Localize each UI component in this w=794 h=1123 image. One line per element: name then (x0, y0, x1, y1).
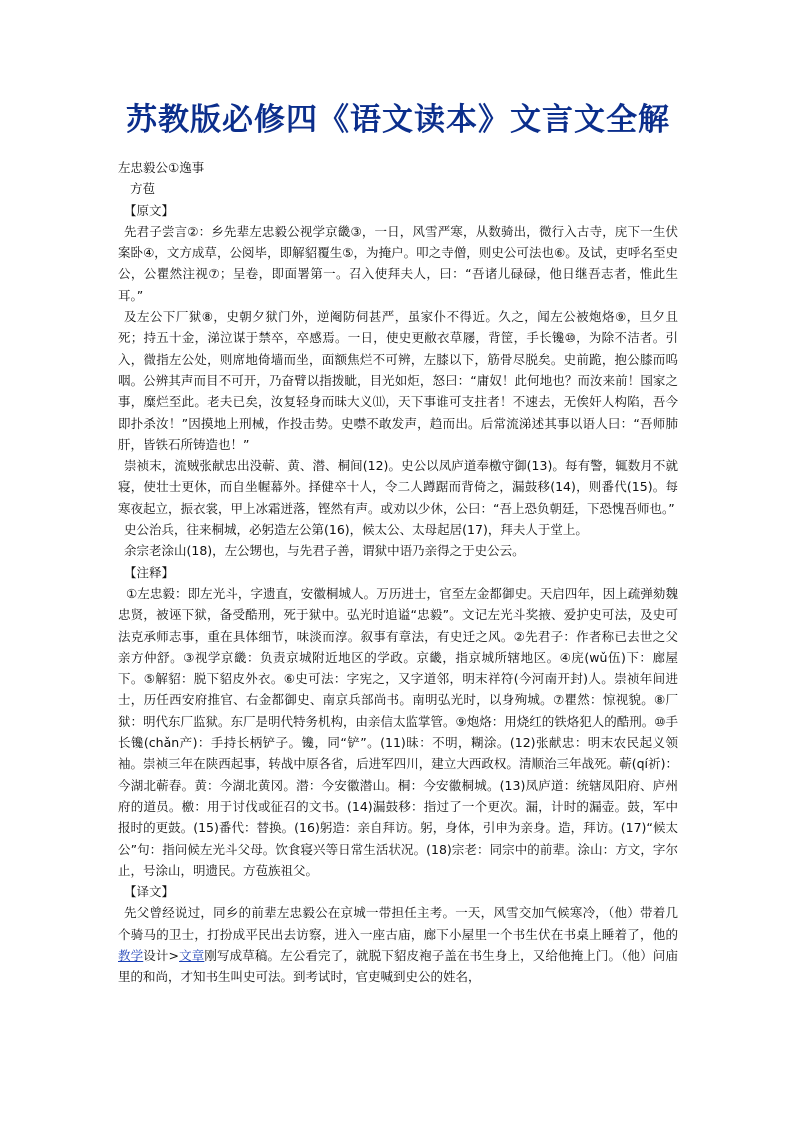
translation-text-middle: 设计> (143, 947, 179, 963)
translation-text-start: 先父曾经说过，同乡的前辈左忠毅公在京城一带担任主考。一天，风雪交加气候寒冷，（他）带着几个骑马的卫士，打扮成平民出去访察，进入一座古庙，廊下小屋里一个书生伏在书桌上睡着了，他的 (118, 905, 678, 942)
teaching-link[interactable]: 教学 (118, 947, 144, 963)
original-paragraph-5: 余宗老涂山(18)，左公甥也，与先君子善，谓狱中语乃亲得之于史公云。 (124, 543, 525, 559)
notes-paragraph: ①左忠毅：即左光斗，字遗直，安徽桐城人。万历进士，官至左金都御史。天启四年，因上疏弹劾魏忠贤，被诬下狱，备受酷刑，死于狱中。弘光时追谥“忠毅”。文记左光斗奖掖、爱护史可法，及史可法克承师志事，重在具体细节，味淡而淳。叙事有章法，有史迁之风。②先君子：作者称已去世之父亲方仲舒。③视学京畿：负责京城附近地区的学政。京畿，指京城所辖地区。④庑(wǔ伍)下：廊屋下。⑤解貂：脱下貂皮外衣。⑥史可法：字宪之，又字道邻，明末祥符(今河南开封)人。崇祯年间进士，历任西安府推官、右金都御史、南京兵部尚书。南明弘光时，以身殉城。⑦瞿然：惊视貌。⑧厂狱：明代东厂监狱。东厂是明代特务机构，由亲信太监掌管。⑨炮烙：用烧红的铁烙犯人的酷刑。⑩手长镵(chǎn产)：手持长柄铲子。镵，同“铲”。(11)昧：不明，糊涂。(12)张献忠：明末农民起义领袖。崇祯三年在陕西起事，转战中原各省，后进军四川，建立大西政权。清顺治三年战死。蕲(qí祈)：今湖北蕲春。黄：今湖北黄冈。潜：今安徽潜山。桐：今安徽桐城。(13)凤庐道：统辖凤阳府、庐州府的道员。檄：用于讨伐或征召的文书。(14)漏鼓移：指过了一个更次。漏，计时的漏壶。鼓，军中报时的更鼓。(15)番代：替换。(16)躬造：亲自拜访。躬，身体，引申为亲身。造，拜访。(17)“候太公”句：指问候左光斗父母。饮食寝兴等日常生活状况。(18)宗老：同宗中的前辈。涂山：方文，字尔止，号涂山，明遗民。方苞族祖父。 (118, 585, 678, 878)
article-link[interactable]: 文章 (179, 947, 205, 963)
section-translation-label: 【译文】 (124, 884, 175, 900)
original-paragraph-1: 先君子尝言②：乡先辈左忠毅公视学京畿③，一日，风雪严寒，从数骑出，微行入古寺，庑下一生伏案卧④，文方成草，公阅毕，即解貂覆生⑤，为掩户。叩之寺僧，则史公可法也⑥。及试，吏呼名至史公，公瞿然注视⑦；呈卷，即面署第一。召入使拜夫人，曰：“吾诸儿碌碌，他日继吾志者，惟此生耳。” (118, 223, 678, 303)
translation-text-end: 刚写成草稿。左公看完了，就脱下貂皮袍子盖在书生身上，又给他掩上门。（他）问庙里的和尚，才知书生叫史可法。到考试时，官吏喊到史公的姓名， (118, 947, 678, 985)
section-notes-label: 【注释】 (124, 564, 175, 580)
document-page (118, 0, 678, 988)
essay-heading: 左忠毅公①逸事 (118, 160, 205, 175)
original-paragraph-4: 史公治兵，往来桐城，必躬造左公第(16)，候太公、太母起居(17)，拜夫人于堂上。 (124, 522, 588, 538)
section-original-label: 【原文】 (124, 202, 175, 218)
translation-paragraph (118, 902, 678, 987)
document-title: 苏教版必修四《语文读本》文言文全解 (126, 102, 670, 138)
essay-author: 方苞 (130, 181, 156, 197)
original-paragraph-3: 崇祯末，流贼张献忠出没蕲、黄、潜、桐间(12)。史公以凤庐道奉檄守御(13)。每有警，辄数月不就寝，使壮士更休，而自坐幄幕外。择健卒十人，令二人蹲踞而背倚之，漏鼓移(14)，则番代(15)。每寒夜起立，振衣裳，甲上冰霜迸落，铿然有声。或劝以少休，公曰：“吾上恐负朝廷，下恐愧吾师也。” (118, 458, 678, 516)
document-body (118, 157, 678, 988)
original-paragraph-2: 及左公下厂狱⑧，史朝夕狱门外，逆阉防伺甚严，虽家仆不得近。久之，闻左公被炮烙⑨，旦夕且死；持五十金，涕泣谋于禁卒，卒感焉。一日，使史更敝衣草屦，背筐，手长镵⑩，为除不洁者。引入，微指左公处，则席地倚墙而坐，面额焦烂不可辨，左膝以下，筋骨尽脱矣。史前跪，抱公膝而呜咽。公辨其声而目不可开，乃奋臂以指拨眦，目光如炬，怒曰：“庸奴！此何地也？而汝来前！国家之事，糜烂至此。老夫已矣，汝复轻身而昧大义⑾，天下事谁可支拄者！不速去，无俟奸人构陷，吾今即扑杀汝！”因摸地上刑械，作投击势。史噤不敢发声，趋而出。后常流涕述其事以语人曰：“吾师肺肝，皆铁石所铸造也！” (118, 309, 678, 452)
